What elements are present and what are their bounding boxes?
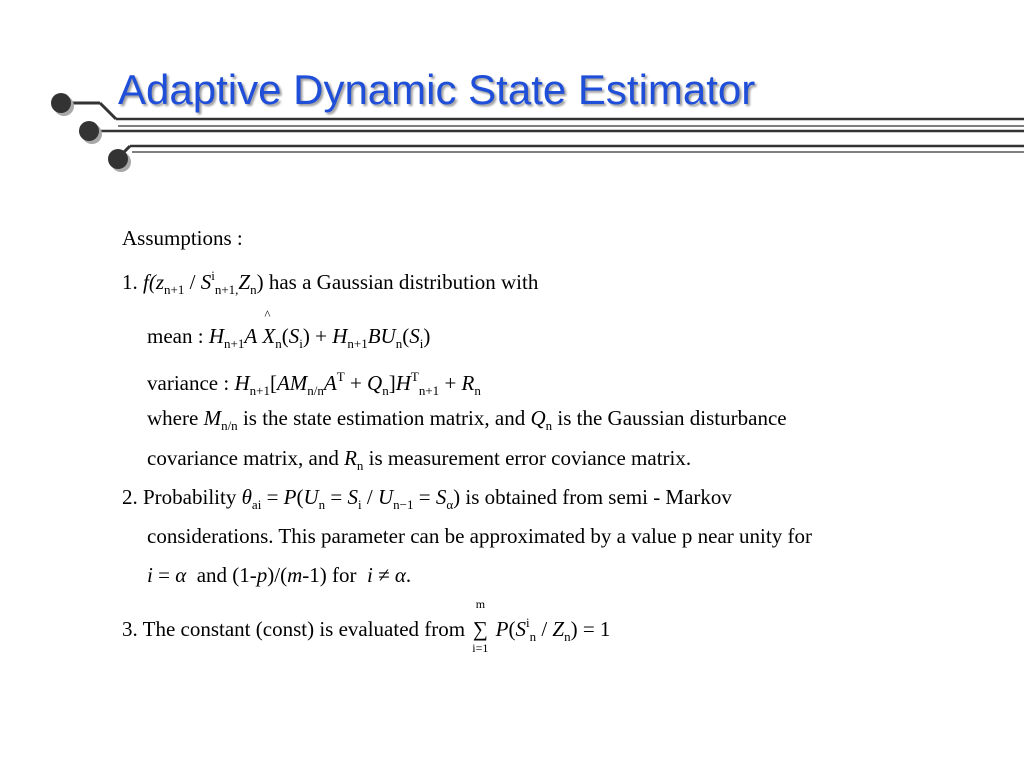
- decoration-dot: [108, 149, 128, 169]
- item-number: 2.: [122, 485, 138, 509]
- considerations-line: considerations. This parameter can be approximated by a value p near unity for: [147, 524, 812, 548]
- summation-symbol: ∑: [472, 617, 488, 641]
- decoration-dot: [79, 121, 99, 141]
- item-number: 1.: [122, 270, 138, 294]
- item-2-line: 2. Probability $\theta_{ai} = P(U_n = S_i / U_{n-1} = S_\alpha)$ is obtained from semi - Markov: [122, 485, 732, 512]
- mean-line: mean : $H_{n+1}A$ ^ $X_n(S_i) + H_{n+1}BU_n(S_i)$: [147, 307, 431, 351]
- summation: m ∑ i=1: [472, 597, 489, 655]
- decoration-dot: [51, 93, 71, 113]
- covariance-line: covariance matrix, and $R_n$ is measurement error coviance matrix.: [147, 446, 692, 473]
- variance-line: variance : $H_{n+1}[AM_{n/n}A^T + Q_n]H^T_{n+1} + R_n$: [147, 369, 481, 398]
- condition-line: i = α and (1-p)/(m-1) for i ≠ α.: [147, 563, 412, 587]
- item-3-line: 3. The constant (const) is evaluated from m ∑ i=1 $P(S^i_n / Z_n) = 1$: [122, 597, 611, 655]
- hat-symbol: ^: [264, 307, 271, 322]
- assumptions-label: Assumptions :: [122, 226, 243, 250]
- decoration-line: [100, 103, 116, 119]
- item-number: 3.: [122, 617, 138, 641]
- item-1-line: 1. $f(z_{n+1} / S^i_{n+1,}Z_n)$ has a Gaussian distribution with: [122, 268, 539, 297]
- where-line: where $M_{n/n}$ is the state estimation matrix, and $Q_n$ is the Gaussian disturbance: [147, 406, 787, 433]
- page-title: Adaptive Dynamic State Estimator: [118, 66, 756, 113]
